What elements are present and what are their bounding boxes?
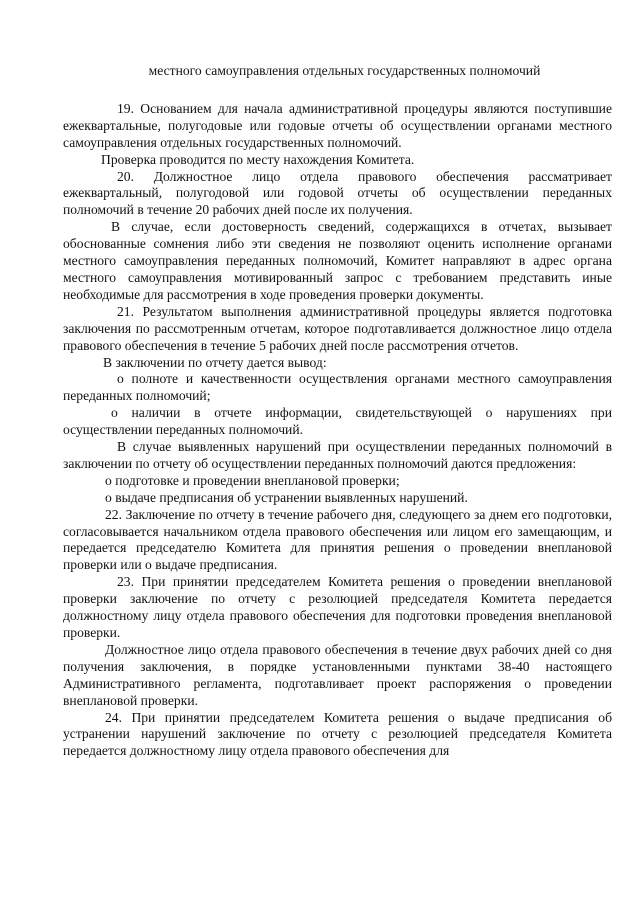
- paragraph-20: 20. Должностное лицо отдела правового обеспечения рассматривает ежеквартальный, полугодовой или годовой отчеты об осуществлении переданных полномочий в течение 20 рабочих дней после их получения.: [63, 168, 612, 218]
- document-page: [63, 63, 612, 760]
- paragraph-22: 22. Заключение по отчету в течение рабочего дня, следующего за днем его подготовки, согласовывается начальником отдела правового обеспечения или лицом его замещающим, и передается председателю Комитета для принятия решения о проведении внеплановой проверки или о выдаче предписания.: [63, 506, 612, 573]
- section-heading: местного самоуправления отдельных государственных полномочий: [148, 63, 541, 78]
- list-item-unscheduled-check: о подготовке и проведении внеплановой проверки;: [105, 472, 400, 488]
- list-item-completeness: о полноте и качественности осуществления органами местного самоуправления переданных полномочий;: [63, 371, 612, 404]
- paragraph-violations-proposals: В случае выявленных нарушений при осуществлении переданных полномочий в заключении по отчету об осуществлении переданных полномочий даются предложения:: [63, 439, 612, 471]
- paragraph-24: 24. При принятии председателем Комитета решения о выдаче предписания об устранении нарушений заключение по отчету с резолюцией председателя Комитета передается должностному лицу отдела правового обеспечения для: [63, 709, 612, 759]
- paragraph-conclusion-intro: В заключении по отчету дается вывод:: [103, 354, 327, 370]
- list-item-violations-info: о наличии в отчете информации, свидетельствующей о нарушениях при осуществлении переданных полномочий.: [63, 405, 612, 438]
- paragraph-doubtful-reports: В случае, если достоверность сведений, содержащихся в отчетах, вызывает обоснованные сомнения либо эти сведения не позволяют оценить исполнение органами местного самоуправления переданных полномочий, Комитет направляют в адрес органа местного самоуправления мотивированный запрос с требованием представить иные необходимые для рассмотрения в ходе проведения проверки документы.: [63, 219, 612, 302]
- paragraph-23: 23. При принятии председателем Комитета решения о проведении внеплановой проверки заключение по отчету с резолюцией председателя Комитета передается должностному лицу отдела правового обеспечения для подготовки проведения внеплановой проверки.: [63, 574, 612, 640]
- paragraph-check-location: Проверка проводится по месту нахождения Комитета.: [101, 151, 415, 167]
- paragraph-21: 21. Результатом выполнения административной процедуры является подготовка заключения по рассмотренным отчетам, которое подготавливается должностное лицо отдела правового обеспечения в течение 5 рабочих дней после рассмотрения отчетов.: [63, 303, 612, 353]
- paragraph-official-draft-order: Должностное лицо отдела правового обеспечения в течение двух рабочих дней со дня получения заключения, в порядке установленными пунктами 38-40 настоящего Административного регламента, подготавливает проект распоряжения о проведении внеплановой проверки.: [63, 641, 612, 708]
- paragraph-19: 19. Основанием для начала административной процедуры являются поступившие ежеквартальные, полугодовые или годовые отчеты об осуществлении органами местного самоуправления отдельных государственных полномочий.: [63, 100, 612, 150]
- list-item-issue-order: о выдаче предписания об устранении выявленных нарушений.: [105, 489, 468, 505]
